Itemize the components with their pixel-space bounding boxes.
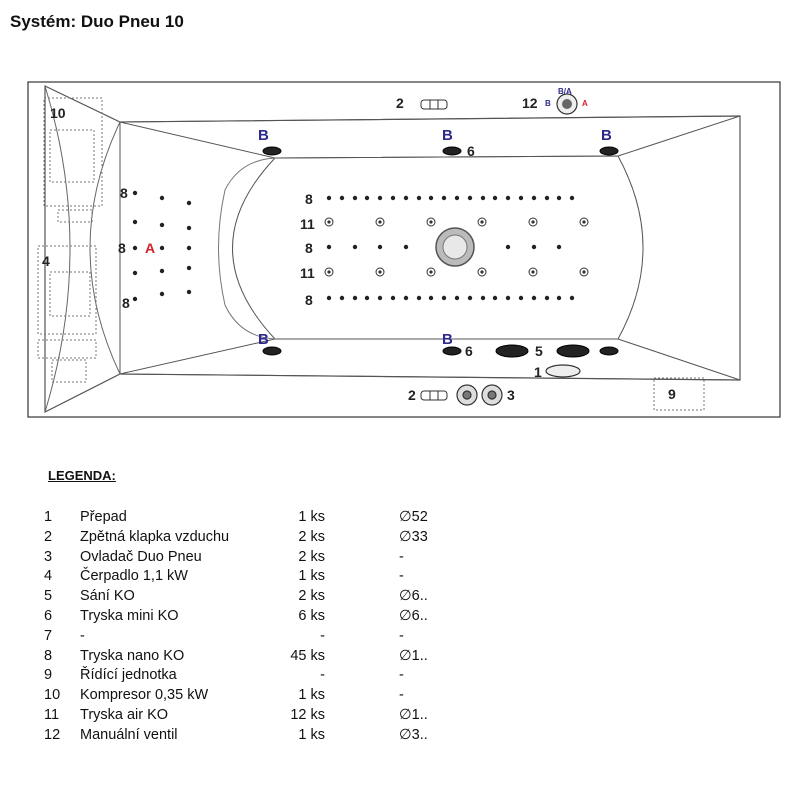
nano-jet [378,296,382,300]
label-b-bottom-middle: B [442,331,453,348]
nano-jet [340,296,344,300]
legend-qty: 1 ks [298,509,325,525]
suction-right [557,345,589,357]
legend-qty: - [320,667,325,684]
legend-dim: ∅3.. [399,726,428,743]
nano-jet [133,246,137,250]
nano-jet [365,196,369,200]
label-air-row-2: 11 [300,216,315,232]
legend-spacer [325,726,399,746]
duo-pneu-controls [457,385,502,405]
nano-jet [532,196,536,200]
nano-jet [378,245,382,249]
label-b-top-middle: B [442,127,453,144]
suction-left [496,345,528,357]
legend-name: Manuální ventil [80,726,178,743]
check-valve-bottom [421,391,447,400]
nano-jet [468,196,472,200]
manual-valve [557,94,577,114]
legend-row [44,726,479,746]
nano-jet [557,296,561,300]
page-title: Systém: Duo Pneu 10 [10,12,184,31]
label-valve-b: B [545,99,551,108]
nano-jet [187,246,191,250]
nano-jet [327,196,331,200]
label-check-valve-top: 2 [396,95,404,111]
nano-jet [160,196,164,200]
legend-name: Přepad [80,509,127,525]
label-b-bottom-left: B [258,331,269,348]
nano-jet [545,296,549,300]
tub-rim-inner [120,116,740,380]
label-nano-row-3: 8 [305,240,313,256]
legend-qty: 6 ks [298,607,325,624]
nano-jet [391,296,395,300]
label-pump-number: 4 [42,253,50,269]
nano-jet [481,296,485,300]
legend-dim: ∅6.. [399,588,428,605]
nano-jet [417,196,421,200]
label-valve-a: A [582,99,588,108]
legend-dim: ∅52 [399,509,428,525]
nano-jet [187,226,191,230]
label-b-top-left: B [258,127,269,144]
legend-row [44,508,479,528]
legend-qty: 1 ks [298,568,325,585]
nano-jet [391,196,395,200]
nano-jet [133,297,137,301]
nano-jet [417,296,421,300]
legend-dim: - [399,568,404,585]
nano-jet [133,271,137,275]
nano-jet [493,196,497,200]
nano-jet [442,196,446,200]
nano-jet [160,269,164,273]
label-nano-head-2: 8 [118,240,126,256]
label-air-row-4: 11 [300,265,315,281]
nano-jet [429,196,433,200]
legend-num: 11 [44,706,60,723]
overflow [546,365,580,377]
control-unit-outline [654,378,704,410]
air-jet [529,218,537,226]
legend-table [44,508,479,746]
nano-jet [442,296,446,300]
nano-jet [532,245,536,249]
label-check-valve-bottom: 2 [408,387,416,403]
legend-name: Sání KO [80,588,135,605]
label-nano-head-3: 8 [122,295,130,311]
drain [436,228,474,266]
label-controls: 3 [507,387,515,403]
legend-row [44,627,479,647]
legend-dim: ∅1.. [399,706,428,723]
legend-qty: 2 ks [298,588,325,605]
legend-name: Řídící jednotka [80,667,177,684]
nano-jet [545,196,549,200]
legend-dim: ∅33 [399,528,428,545]
nano-jet [519,196,523,200]
legend-spacer [325,607,399,627]
nano-jet [570,196,574,200]
legend-qty: 1 ks [298,687,325,704]
air-jet [376,218,384,226]
legend-num: 12 [44,726,61,743]
label-overflow: 1 [534,364,542,380]
air-jet [427,268,435,276]
nano-jet [429,296,433,300]
legend-name: Tryska mini KO [80,607,179,624]
legend-spacer [325,666,399,686]
nano-jet [187,290,191,294]
legend-spacer [325,647,399,667]
legend-num: 4 [44,568,53,585]
legend-num: 2 [44,528,53,545]
legend-name: - [80,627,85,644]
nano-jet [353,296,357,300]
legend-qty: 1 ks [298,726,325,743]
legend-spacer [325,508,399,528]
label-valve-ba: B/A [558,87,572,96]
nano-jet [353,245,357,249]
legend-spacer [325,627,399,647]
label-b-top-right: B [601,127,612,144]
legend-num: 8 [44,647,53,664]
nano-jet [160,223,164,227]
legend-dim: ∅6.. [399,607,428,624]
legend-dim: - [399,548,404,565]
legend-name: Zpětná klapka vzduchu [80,528,230,545]
legend-name: Kompresor 0,35 kW [80,687,209,704]
air-jet [325,218,333,226]
legend-row [44,666,479,686]
outer-frame [28,82,780,417]
legend-title: LEGENDA: [48,468,116,483]
tub-backrest [219,158,276,339]
legend-row [44,567,479,587]
nano-jet [519,296,523,300]
tub-end-curve-2 [45,86,70,412]
check-valve-top [421,100,447,109]
nano-jet [557,196,561,200]
legend-num: 5 [44,588,53,605]
nano-jet [570,296,574,300]
nano-jet [353,196,357,200]
nano-jet [493,296,497,300]
legend-spacer [325,587,399,607]
nano-jet [160,292,164,296]
air-jet [580,268,588,276]
nano-jet [404,296,408,300]
tub-inner-outline [120,116,740,380]
legend-spacer [325,706,399,726]
legend-qty: 12 ks [290,706,325,723]
legend-spacer [325,686,399,706]
legend-dim: - [399,667,404,684]
label-manual-valve-number: 12 [522,95,538,111]
nano-jet [404,196,408,200]
legend-qty: 2 ks [298,528,325,545]
label-compressor-number: 10 [50,105,66,121]
legend-num: 9 [44,667,53,684]
legend-name: Tryska air KO [80,706,169,723]
label-control-unit: 9 [668,386,676,402]
legend-num: 7 [44,627,53,644]
label-nano-row-1: 8 [305,191,313,207]
legend-row [44,548,479,568]
nano-jet [327,245,331,249]
legend-name: Čerpadlo 1,1 kW [80,568,188,585]
nano-jet [133,191,137,195]
legend-name: Ovladač Duo Pneu [80,548,202,565]
legend-dim: - [399,687,404,704]
nano-jet [404,245,408,249]
legend-row [44,587,479,607]
legend-dim: ∅1.. [399,647,428,664]
legend-dim: - [399,627,404,644]
nano-jet [160,246,164,250]
nano-jet [506,296,510,300]
legend-row [44,647,479,667]
nano-jet [481,196,485,200]
legend-row [44,706,479,726]
nano-jet [133,220,137,224]
nano-jet [187,201,191,205]
legend-row [44,528,479,548]
label-a-head: A [145,240,156,256]
nano-jet [557,245,561,249]
air-jet [580,218,588,226]
legend-spacer [325,528,399,548]
air-jet [427,218,435,226]
legend-num: 1 [44,509,53,525]
legend-row [44,607,479,627]
nano-jet [327,296,331,300]
legend-num: 10 [44,687,61,704]
legend-name: Tryska nano KO [80,647,185,664]
nano-jet [187,266,191,270]
legend-qty: 2 ks [298,548,325,565]
label-mini-jet-top: 6 [467,143,475,159]
label-suction: 5 [535,343,543,359]
label-mini-jet-bottom: 6 [465,343,473,359]
legend-num: 3 [44,548,53,565]
air-jet [478,268,486,276]
air-jet [325,268,333,276]
nano-jet [378,196,382,200]
legend-qty: - [320,627,325,644]
nano-jet [532,296,536,300]
legend-spacer [325,567,399,587]
legend-spacer [325,548,399,568]
nano-jet [455,196,459,200]
nano-jet [506,196,510,200]
air-jet [478,218,486,226]
nano-jet [455,296,459,300]
legend-row [44,686,479,706]
label-nano-row-5: 8 [305,292,313,308]
legend-num: 6 [44,607,53,624]
nano-jet [468,296,472,300]
air-jet [529,268,537,276]
label-nano-head-1: 8 [120,185,128,201]
nano-jet [365,296,369,300]
air-jet [376,268,384,276]
legend-qty: 45 ks [290,647,325,664]
nano-jet [506,245,510,249]
nano-jet [340,196,344,200]
